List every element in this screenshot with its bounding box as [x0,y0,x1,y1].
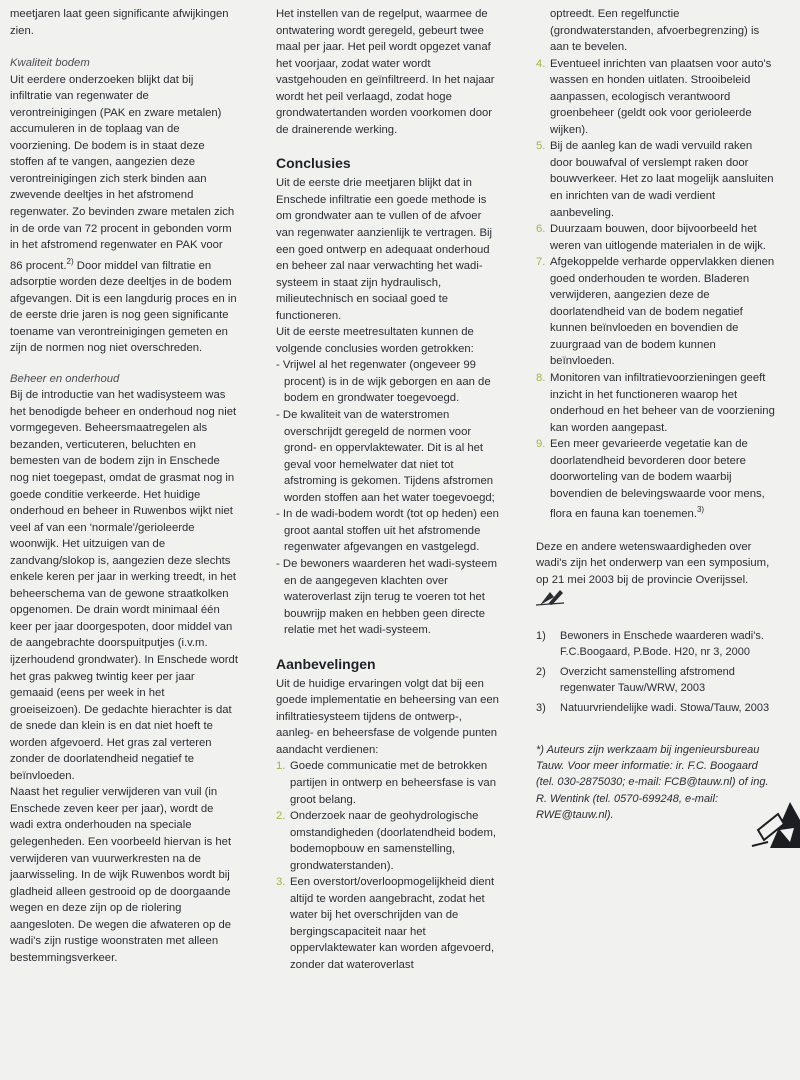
item-number: 7. [536,256,546,269]
item-text: Duurzaam bouwen, door bijvoorbeeld het weren van uitlogende materialen in de wijk. [550,223,767,252]
item-text: Een meer gevarieerde vegetatie kan de doorlatendheid bevorderen door betere doorworteling van de bodem waarbij bovendien de belevingswaarde voor mens, flora en fauna kan toenemen. [550,438,765,521]
list-item [536,138,776,221]
footnote-number: 2) [536,665,546,678]
item-text: Eventueel inrichten van plaatsen voor auto's wassen en honden uitlaten. Strooibeleid aanpassen, ecologisch verantwoord groenbeheer (geldt ook voor gerioleerde wijken). [550,57,772,136]
heading-aanbevelingen: Aanbevelingen [276,655,376,672]
footnote-number: 1) [536,629,546,642]
bullet-text: Vrijwel al het regenwater (ongeveer 99 procent) is in de wijk geborgen en aan de bodem en grondwater toegevoegd. [282,359,491,405]
footnote-ref-3: 3) [696,505,705,515]
item-number: 1. [276,760,286,773]
paragraph-aanbevelingen: Uit de huidige ervaringen volgt dat bij een goede implementatie en beheersing van een infiltratiesysteem tijdens de ontwerp-, aanleg- en beheersfase de volgende punten aandacht verdienen: [276,677,499,756]
list-item [536,6,776,56]
paragraph-closing [536,539,776,608]
recommendations-list [276,758,500,973]
column-3 [536,6,776,823]
paragraph-beheer-1: Bij de introductie van het wadisysteem was het benodigde beheer en onderhoud nog niet vormgegeven. Beheersmaatregelen als bezanden, verticuteren, beluchten en bemesten van de bodem zijn in Enschede nog niet toegepast, omdat de grasmat nog in goede conditie verkeerde. Het huidige onderhoud en beheer in Ruwenbos wijkt niet veel af van een 'normale'/gerioleerde woonwijk. Het uitzuigen van de zandvang/slokop is, aangezien deze slechts enkele keren per jaar in werking treedt, in het beheerschema van de gewone straatkolken opgenomen. De drain wordt minimaal één keer per jaar doorgespoten, door middel van de aangebrachte doorspuitputjes (i.v.m. ijzerhoudend grondwater). In Enschede wordt het gras pakweg twintig keer per jaar gemaaid (eens per week in het groeiseizoen). De gedachte hierachter is dat de snede dan klein is en dat niet hoeft te worden afgevoerd. Het gras zal verteren zonder de doorlatendheid negatief te beïnvloeden. [10,389,238,782]
list-item [536,436,776,523]
bullet-item: - De bewoners waarderen het wadi-systeem en de aangegeven klachten over wateroverlast zijn terug te voeren tot het bouwrijp maken en hebben geen directe relatie met het wadi-systeem. [276,557,498,637]
item-number: 3. [276,876,286,889]
bullet-item: - In de wadi-bodem wordt (tot op heden) een groot aantal stoffen uit het afstromende regenwater afgevangen en vastgelegd. [276,508,499,554]
item-number: 8. [536,372,546,385]
item-text: Bij de aanleg kan de wadi vervuild raken door bouwafval of verslempt raken door bouwverkeer. Het zo laat mogelijk aansluiten en inrichten van de wadi verdient aanbeveling. [550,140,774,219]
footnote [536,700,776,716]
item-number: 5. [536,140,546,153]
footnote-text: Overzicht samenstelling afstromend regenwater Tauw/WRW, 2003 [560,665,735,694]
column-1 [10,6,238,966]
item-number: 2. [276,810,286,823]
item-number: 6. [536,223,546,236]
item-number: 9. [536,438,546,451]
item-number: 4. [536,57,546,70]
item-text: Goede communicatie met de betrokken partijen in ontwerp en beheersfase is van groot belang. [290,760,496,806]
paragraph-conclusies-1: Uit de eerste drie meetjaren blijkt dat in Enschede infiltratie een goede methode is om grondwater aan te vullen of de afvoer van regenwater aanzienlijk te vertragen. Bij een goed ontwerp en adequaat onderhoud en beheer zal naar verwachting het wadi-systeem in staat zijn hydraulisch, milieutechnisch en sociaal goed te functioneren. [276,177,493,322]
list-item [536,221,776,254]
heading-conclusies: Conclusies [276,155,351,172]
list-item [536,370,776,436]
footnote [536,664,776,696]
item-text: Een overstort/overloopmogelijkheid dient altijd te worden aangebracht, zodat het water bij het overschrijden van de bergingscapaciteit naar het oppervlaktewater kan worden afgevoerd, zonder dat wateroverlast [290,876,495,971]
text-kwaliteit-2: Door middel van filtratie en adsorptie worden deze deeltjes in de bodem afgevangen. Dit is een langdurig proces en in de eerste drie jaren is nog geen significante toename van verontreinigingen gemeten en zijn de normen nog niet overschreden. [10,259,237,355]
subheading-kwaliteit-bodem: Kwaliteit bodem [10,57,90,70]
footnote-text: Bewoners in Enschede waarderen wadi's. F.C.Boogaard, P.Bode. H20, nr 3, 2000 [560,629,764,658]
subheading-beheer-onderhoud: Beheer en onderhoud [10,372,120,385]
paragraph-regelput: Het instellen van de regelput, waarmee de ontwatering wordt geregeld, gebeurt twee maal per jaar. Het peil wordt opgezet vanaf het voorjaar, zodat water wordt vastgehouden en geïnfiltreerd. In het najaar wordt het peil verlaagd, zodat hoge grondwatertanden worden voorkomen door de drainerende werking. [276,8,495,136]
item-text: Onderzoek naar de geohydrologische omstandigheden (doorlatendheid bodem, bodemopbouw en samenstelling, grondwaterstanden). [290,810,497,872]
paragraph-kwaliteit [10,72,238,357]
item-text: Monitoren van infiltratievoorzieningen geeft inzicht in het functioneren waarop het onderhoud en het beheer van de voorziening kan worden aangepast. [550,372,775,434]
footnote-ref-2: 2) [66,256,74,266]
list-item [276,874,500,973]
tauw-logo-icon [536,588,566,606]
list-item [276,758,500,808]
paragraph-intro: meetjaren laat geen significante afwijkingen zien. [10,8,229,37]
author-note: *) Auteurs zijn werkzaam bij ingenieursbureau Tauw. Voor meer informatie: ir. F.C. Boogaard (tel. 030-2875030; e-mail: FCB@tauw.nl) of ing. R. Wentink (tel. 0570-699248, e-mail: RWE@tauw.nl). [536,743,769,821]
bullet-text: De bewoners waarderen het wadi-systeem en de aangegeven klachten over wateroverlast zijn terug te voeren tot het bouwrijp maken en hebben geen directe relatie met het wadi-systeem. [282,557,498,637]
item-text: Afgekoppelde verharde oppervlakken dienen goed onderhouden te worden. Bladeren verwijderen, aangezien deze de doorlatendheid van de bodem negatief kunnen beïnvloeden en bovendien de zuurgraad van de bodem kunnen beïnvloeden. [550,256,775,368]
column-2 [276,6,500,974]
closing-text: Deze en andere wetenswaardigheden over wadi's zijn het onderwerp van een symposium, op 21 mei 2003 bij de provincie Overijssel. [536,540,770,586]
footnote-text: Natuurvriendelijke wadi. Stowa/Tauw, 2003 [560,701,770,714]
bullet-item: - Vrijwel al het regenwater (ongeveer 99 procent) is in de wijk geborgen en aan de bodem en grondwater toegevoegd. [276,359,491,405]
footnote [536,628,776,660]
triangle-logo-icon [750,800,800,848]
bullet-text: In de wadi-bodem wordt (tot op heden) een groot aantal stoffen uit het afstromende regenwater afgevangen en vastgelegd. [282,508,499,554]
bullet-text: De kwaliteit van de waterstromen overschrijdt geregeld de normen voor grond- en oppervlaktewater. Dit is al het geval voor hemelwater dat niet tot afstroming is gekomen. Tijdens afstromen worden stoffen aan het water toegevoegd; [282,409,495,504]
text-kwaliteit-1: Uit eerdere onderzoeken blijkt dat bij infiltratie van regenwater de verontreinigingen (PAK en zware metalen) accumuleren in de toplaag van de voorziening. De bodem is in staat deze stoffen af te vangen, aangezien deze verontreinigingen zich sterk binden aan zwevende deeltjes in het afstromend regenwater. Zo bevinden zware metalen zich in de orde van 72 procent in gebonden vorm in het afstromend regenwater en PAK voor 86 procent. [10,73,235,272]
paragraph-beheer-2: Naast het regulier verwijderen van vuil (in Enschede zeven keer per jaar), wordt de wadi extra onderhouden na speciale gelegenheden. Een voorbeeld hiervan is het verwijderen van vuurwerkresten na de jaarwisseling. In de wijk Ruwenbos wordt bij gladheid alleen gestrooid op de doorgaande wegen en deze zijn op de riolering aangesloten. De wegen die afwateren op de wadi's zijn rustige woonstraten met alleen bestemmingsverkeer. [10,786,232,964]
list-item [536,56,776,139]
item-text: optreedt. Een regelfunctie (grondwaterstanden, afvoerbegrenzing) is aan te bevelen. [550,8,760,54]
list-item [536,254,776,370]
paragraph-conclusies-2: Uit de eerste meetresultaten kunnen de volgende conclusies worden getrokken: [276,326,474,355]
recommendations-list-continued [536,6,776,523]
bullet-item: - De kwaliteit van de waterstromen overschrijdt geregeld de normen voor grond- en oppervlaktewater. Dit is al het geval voor hemelwater dat niet tot afstroming is gekomen. Tijdens afstromen worden stoffen aan het water toegevoegd; [276,409,495,504]
list-item [276,808,500,874]
footnote-number: 3) [536,701,546,714]
